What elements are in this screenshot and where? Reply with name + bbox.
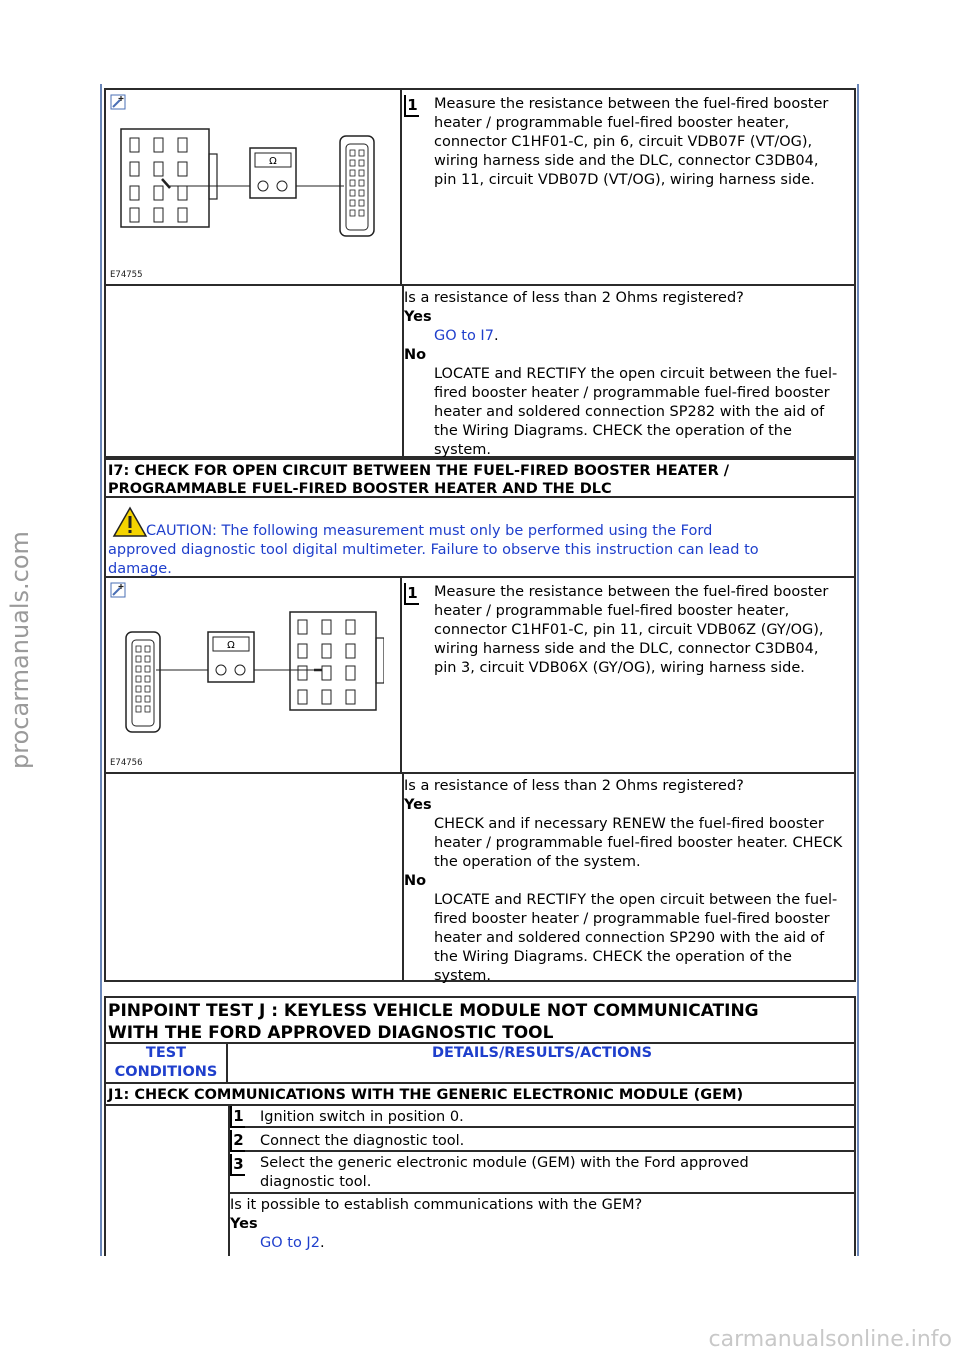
i7-result-empty [106, 772, 404, 980]
i6-result-empty [106, 284, 404, 456]
i7-step-row [104, 576, 856, 774]
step-number: 1 [404, 583, 419, 605]
svg-text:Ω: Ω [269, 156, 277, 167]
go-to-i7-link[interactable]: GO to I7 [434, 328, 494, 344]
i7-header [104, 458, 856, 498]
i7-wiring-diagram [124, 610, 384, 740]
step-number: 1 [404, 95, 419, 117]
j1-header [104, 1082, 856, 1106]
i7-result-row [104, 772, 856, 982]
no-label: No [404, 873, 427, 889]
i6-result-row [104, 284, 856, 458]
svg-text:Ω: Ω [227, 640, 235, 651]
i7-image-id: E74756 [110, 758, 143, 768]
i6-step-1-text: Measure the resistance between the fuel-fired booster heater / programmable fuel-fired booster heater, connector C1HF01-C, pin 6, circuit VDB07F (VT/OG), wiring harness side and the DLC, connector C3DB04, pin 11, circuit VDB07D (VT/OG), wiring harness side. [434, 96, 829, 188]
j1-body [104, 1104, 856, 1256]
j1-step-3: 3 Select the generic electronic module (GEM) with the Ford approved diagnostic tool. [230, 1152, 856, 1194]
go-to-j2-link[interactable]: GO to J2 [260, 1235, 320, 1251]
i7-title-line2: PROGRAMMABLE FUEL-FIRED BOOSTER HEATER AND THE DLC [108, 481, 612, 497]
right-margin-line [857, 84, 859, 1256]
i6-illustration [106, 90, 402, 284]
zoom-image-icon[interactable] [110, 94, 126, 110]
caution-line3: damage. [108, 561, 172, 577]
yes-label: Yes [404, 797, 432, 813]
i7-illustration [106, 578, 402, 772]
j1-result: Is it possible to establish communications with the GEM? Yes GO to J2. [230, 1196, 856, 1253]
caution-line2: approved diagnostic tool digital multimeter. Failure to observe this instruction can lead to [108, 542, 759, 558]
col-details-results-actions: DETAILS/RESULTS/ACTIONS [431, 1045, 653, 1061]
no-label: No [404, 347, 427, 363]
left-margin-line [100, 84, 102, 1256]
col-test-conditions: TEST CONDITIONS [106, 1044, 228, 1084]
i7-caution-row [104, 496, 856, 578]
i6-step-row [104, 88, 856, 286]
j1-title: J1: CHECK COMMUNICATIONS WITH THE GENERIC ELECTRONIC MODULE (GEM) [108, 1087, 744, 1103]
pinpoint-j-title-line2: WITH THE FORD APPROVED DIAGNOSTIC TOOL [108, 1023, 554, 1043]
i6-no-text: LOCATE and RECTIFY the open circuit between the fuel-fired booster heater / programmable fuel-fired booster heater and soldered connection SP282 with the aid of the Wiring Diagrams. CHECK the operation of the system. [434, 366, 838, 458]
yes-label: Yes [404, 309, 432, 325]
i7-step-1 [404, 583, 852, 678]
zoom-image-icon[interactable] [110, 582, 126, 598]
bottom-watermark: carmanualsonline.info [708, 1327, 952, 1352]
i7-step-1-text: Measure the resistance between the fuel-fired booster heater / programmable fuel-fired booster heater, connector C1HF01-C, pin 11, circuit VDB06Z (GY/OG), wiring harness side and the DLC, connector C3DB04, pin 3, circuit VDB06X (GY/OG), wiring harness side. [434, 584, 829, 676]
pinpoint-j-title-line1: PINPOINT TEST J : KEYLESS VEHICLE MODULE NOT COMMUNICATING [108, 1001, 759, 1021]
i6-result: Is a resistance of less than 2 Ohms registered? Yes GO to I7. No LOCATE and RECTIFY the open circuit between the fuel-fired booster heater / programmable fuel-fired booster heater and soldered connection SP282 with the aid of the Wiring Diagrams. CHECK the operation of the system. [404, 289, 852, 460]
j1-step-1: 1 Ignition switch in position 0. [230, 1104, 856, 1128]
i6-step-1 [404, 95, 852, 190]
caution-line1: CAUTION: The following measurement must only be performed using the Ford [146, 523, 713, 539]
i7-no-text: LOCATE and RECTIFY the open circuit between the fuel-fired booster heater / programmable fuel-fired booster heater and soldered connection SP290 with the aid of the Wiring Diagrams. CHECK the operation of the system. [434, 892, 838, 984]
i6-image-id: E74755 [110, 270, 143, 280]
i7-title-line1: I7: CHECK FOR OPEN CIRCUIT BETWEEN THE FUEL-FIRED BOOSTER HEATER / [108, 463, 730, 479]
j1-step-2: 2 Connect the diagnostic tool. [230, 1128, 856, 1152]
i6-wiring-diagram [118, 124, 378, 254]
i7-question: Is a resistance of less than 2 Ohms registered? [404, 778, 744, 794]
side-watermark: procarmanuals.com [6, 531, 34, 769]
pinpoint-j-header [104, 996, 856, 1044]
i7-result [404, 777, 852, 986]
j1-question: Is it possible to establish communications with the GEM? [230, 1197, 643, 1213]
pinpoint-j-column-headers [104, 1042, 856, 1084]
yes-label: Yes [230, 1216, 258, 1232]
i6-question: Is a resistance of less than 2 Ohms registered? [404, 290, 744, 306]
i7-yes-text: CHECK and if necessary RENEW the fuel-fired booster heater / programmable fuel-fired booster heater. CHECK the operation of the system. [434, 816, 843, 870]
